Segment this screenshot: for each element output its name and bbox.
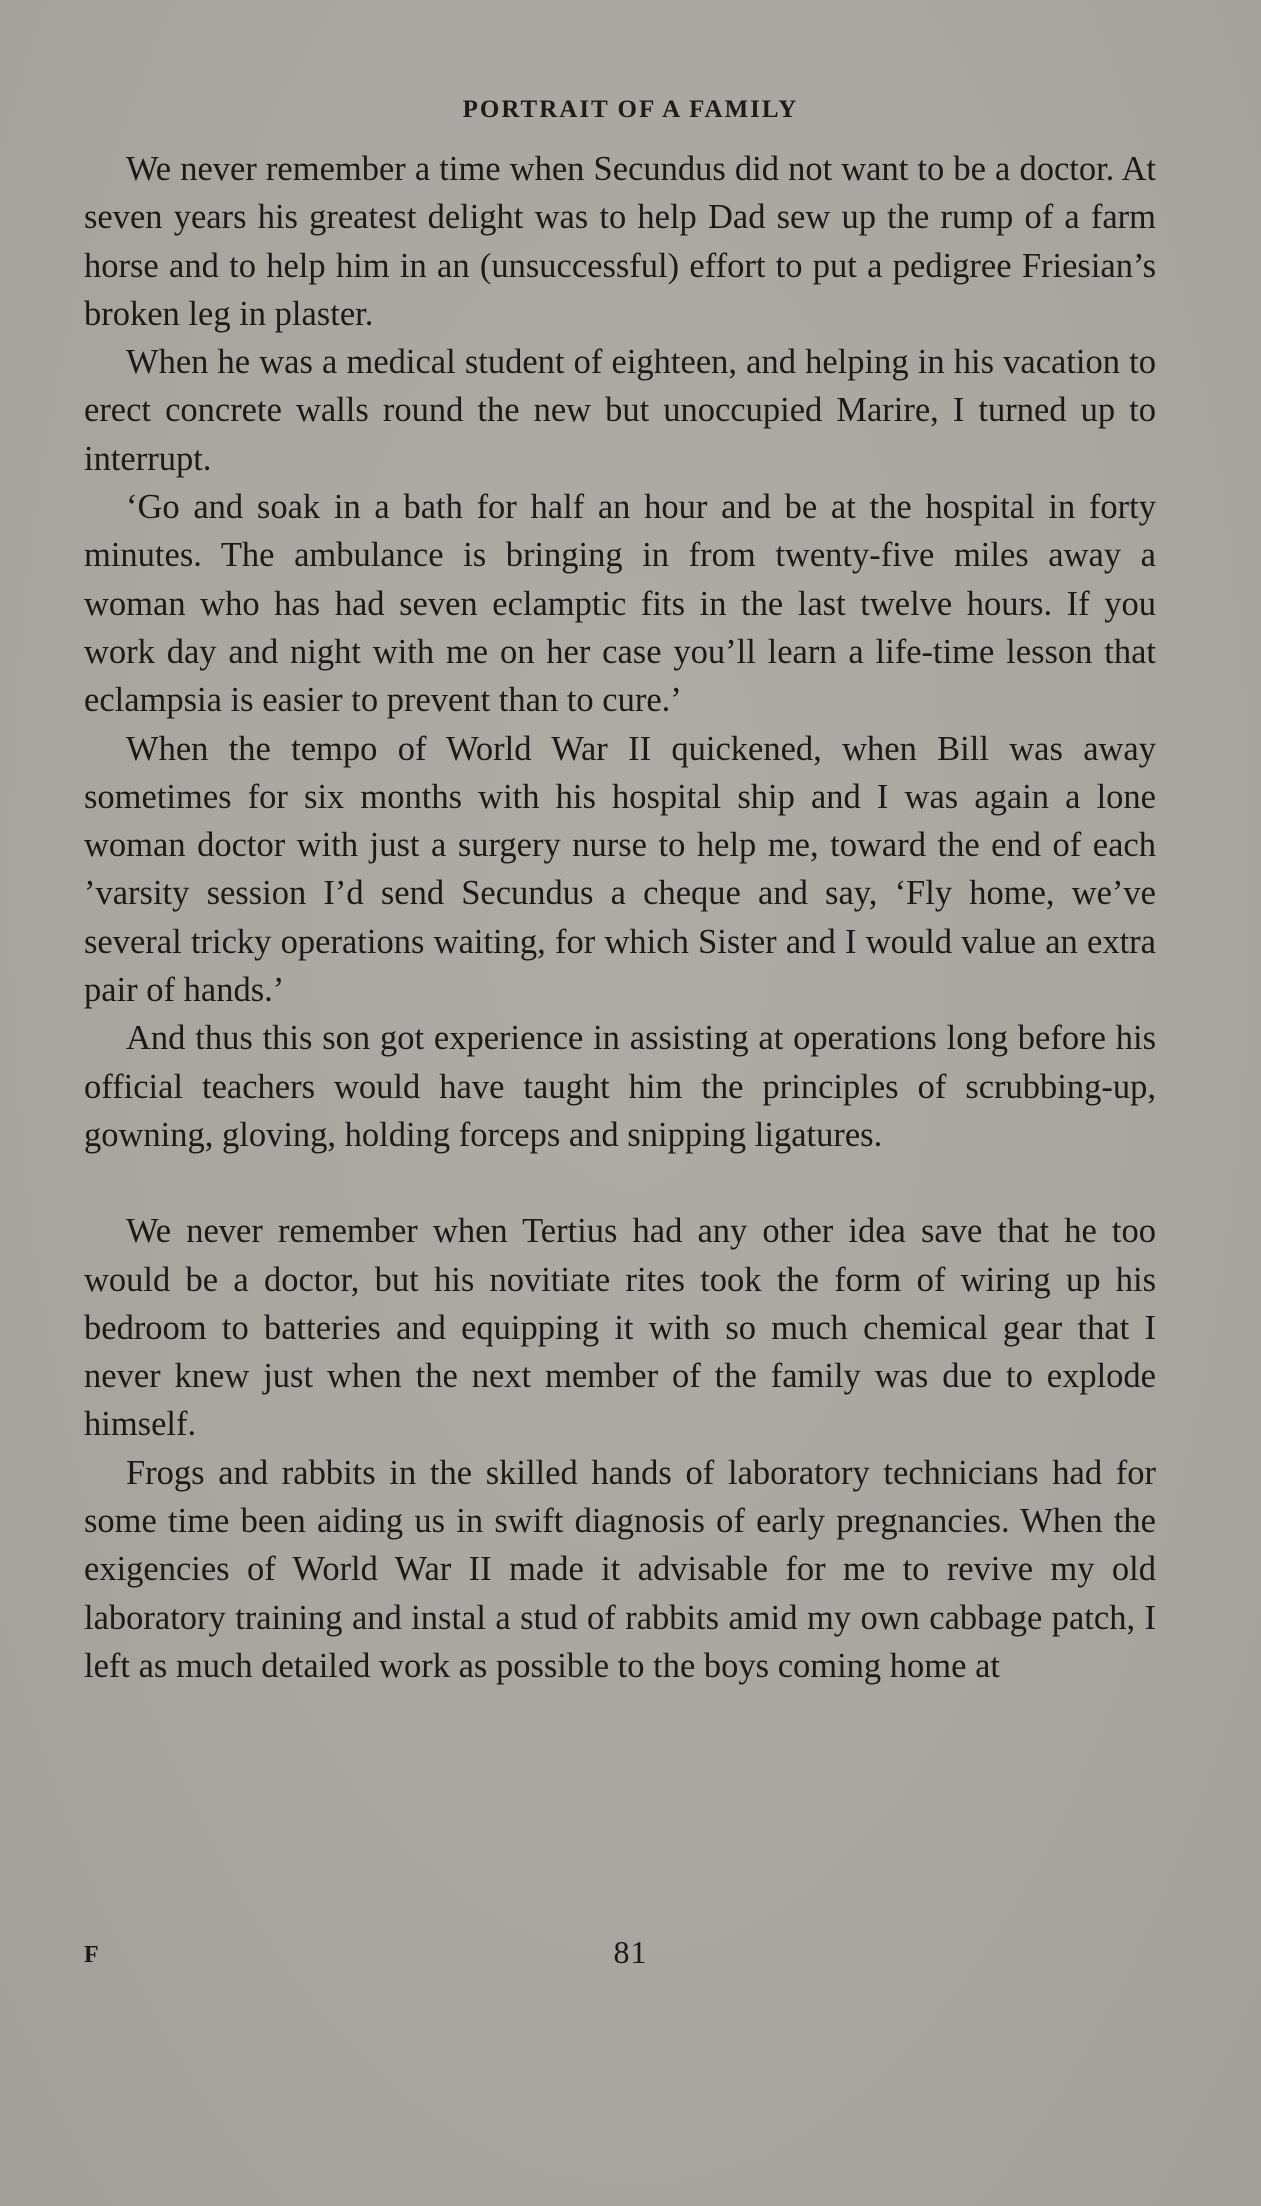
section-break (84, 1159, 1156, 1207)
paragraph-frogs-rabbits: Frogs and rabbits in the skilled hands of laboratory technicians had for some time been aiding us in swift diagnosis of early pregnancies. When the exigencies of World War II made it advisable for me to revive my old laboratory training and instal a stud of rabbits amid my own cabbage patch, I left as much detailed work as possible to the boys coming home at (84, 1453, 1156, 1685)
paragraph-operations-experience: And thus this son got experience in assisting at operations long before his official teachers would have taught him the principles of scrubbing-up, gowning, gloving, holding forceps and snipping ligatures. (84, 1019, 1156, 1154)
paragraph-secundus-childhood: We never remember a time when Secundus did not want to be a doctor. At seven years his greatest delight was to help Dad sew up the rump of a farm horse and to help him in an (unsuccessful) effort to put a pedigree Friesian’s broken leg in plaster. (84, 150, 1156, 333)
body-text (84, 145, 1156, 1690)
page-number: 81 (613, 1934, 648, 1970)
signature-mark: F (84, 1942, 99, 1968)
paragraph-tertius: We never remember when Tertius had any other idea save that he too would be a doctor, but his novitiate rites took the form of wiring up his bedroom to batteries and equipping it with so much chemical gear that I never knew just when the next member of the family was due to explode himself. (84, 1212, 1156, 1444)
paragraph-medical-student: When he was a medical student of eighteen, and helping in his vacation to erect concrete walls round the new but unoccupied Marire, I turned up to interrupt. (84, 343, 1156, 478)
paragraph-world-war: When the tempo of World War II quickened, when Bill was away sometimes for six months with his hospital ship and I was again a lone woman doctor with just a surgery nurse to help me, toward the end of each ’varsity session I’d send Secundus a cheque and say, ‘Fly home, we’ve several tricky operations waiting, for which Sister and I would value an extra pair of hands.’ (84, 729, 1156, 1010)
running-head: PORTRAIT OF A FAMILY (462, 96, 799, 123)
paragraph-eclampsia-quote: ‘Go and soak in a bath for half an hour and be at the hospital in forty minutes. The ambulance is bringing in from twenty-five miles away a woman who has had seven eclamptic fits in the last twelve hours. If you work day and night with me on her case you’ll learn a life-time lesson that eclampsia is easier to prevent than to cure.’ (84, 488, 1156, 720)
